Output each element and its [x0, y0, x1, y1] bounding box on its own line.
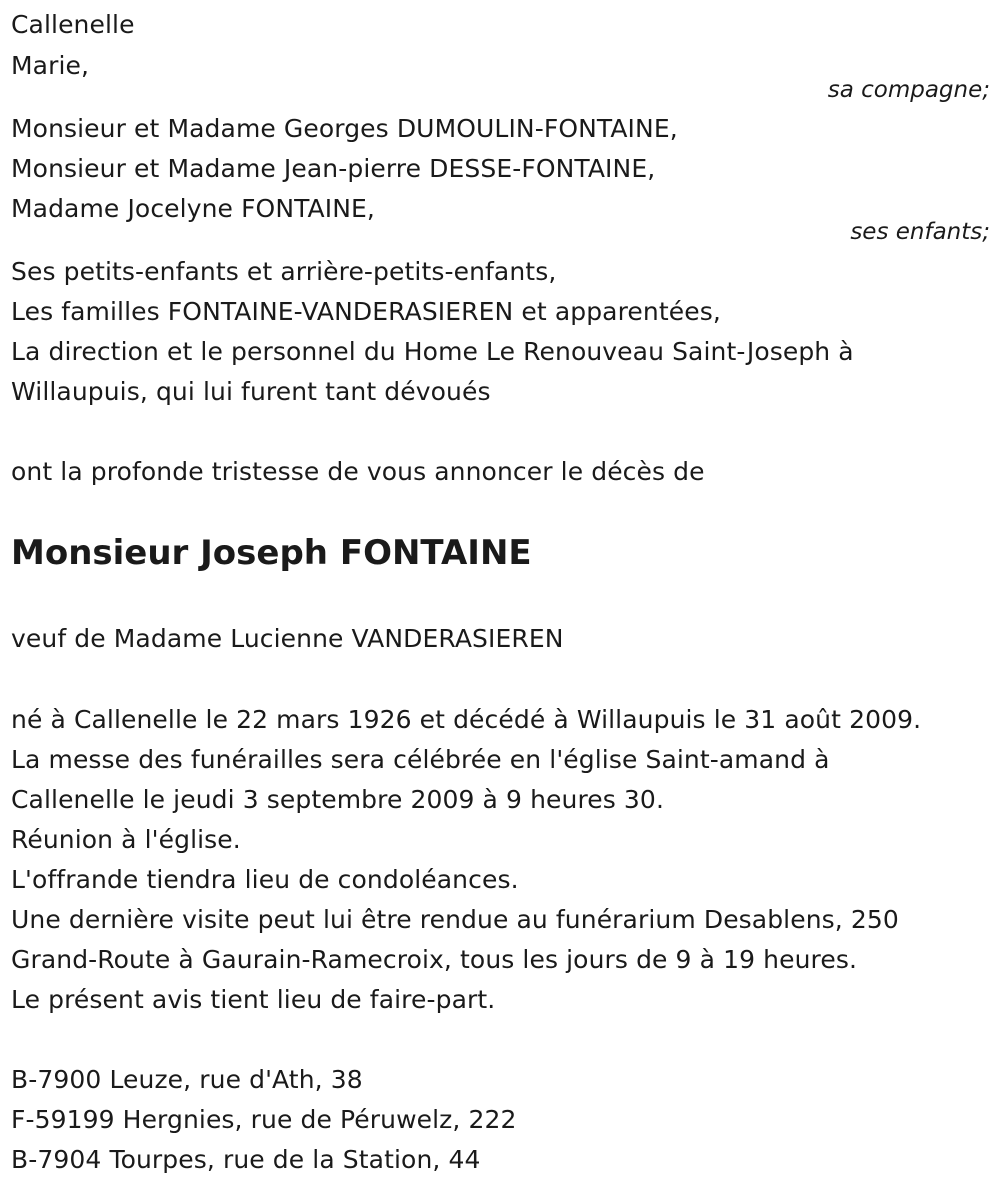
place-line: Callenelle — [11, 10, 135, 39]
detail-line: Grand-Route à Gaurain-Ramecroix, tous les jours de 9 à 19 heures. — [11, 945, 857, 974]
child-line: Monsieur et Madame Jean-pierre DESSE-FONTAINE, — [11, 154, 656, 183]
address-line: B-7900 Leuze, rue d'Ath, 38 — [11, 1065, 363, 1094]
family-line: Les familles FONTAINE-VANDERASIEREN et apparentées, — [11, 297, 721, 326]
detail-line: Le présent avis tient lieu de faire-part. — [11, 985, 496, 1014]
detail-line: La messe des funérailles sera célébrée en l'église Saint-amand à — [11, 745, 830, 774]
widower-line: veuf de Madame Lucienne VANDERASIEREN — [11, 624, 564, 653]
child-line: Madame Jocelyne FONTAINE, — [11, 194, 375, 223]
family-line: Willaupuis, qui lui furent tant dévoués — [11, 377, 491, 406]
detail-line: Réunion à l'église. — [11, 825, 241, 854]
family-line: Ses petits-enfants et arrière-petits-enfants, — [11, 257, 557, 286]
children-role: ses enfants; — [850, 219, 990, 245]
partner-name: Marie, — [11, 51, 90, 80]
address-line: F-59199 Hergnies, rue de Péruwelz, 222 — [11, 1105, 517, 1134]
announcement-text: ont la profonde tristesse de vous annoncer le décès de — [11, 457, 705, 486]
family-line: La direction et le personnel du Home Le Renouveau Saint-Joseph à — [11, 337, 854, 366]
detail-line: né à Callenelle le 22 mars 1926 et décédé à Willaupuis le 31 août 2009. — [11, 705, 922, 734]
child-line: Monsieur et Madame Georges DUMOULIN-FONTAINE, — [11, 114, 678, 143]
partner-role: sa compagne; — [827, 77, 990, 103]
detail-line: Une dernière visite peut lui être rendue au funérarium Desablens, 250 — [11, 905, 899, 934]
address-line: B-7904 Tourpes, rue de la Station, 44 — [11, 1145, 481, 1174]
detail-line: Callenelle le jeudi 3 septembre 2009 à 9 heures 30. — [11, 785, 664, 814]
detail-line: L'offrande tiendra lieu de condoléances. — [11, 865, 519, 894]
deceased-name: Monsieur Joseph FONTAINE — [11, 533, 532, 573]
